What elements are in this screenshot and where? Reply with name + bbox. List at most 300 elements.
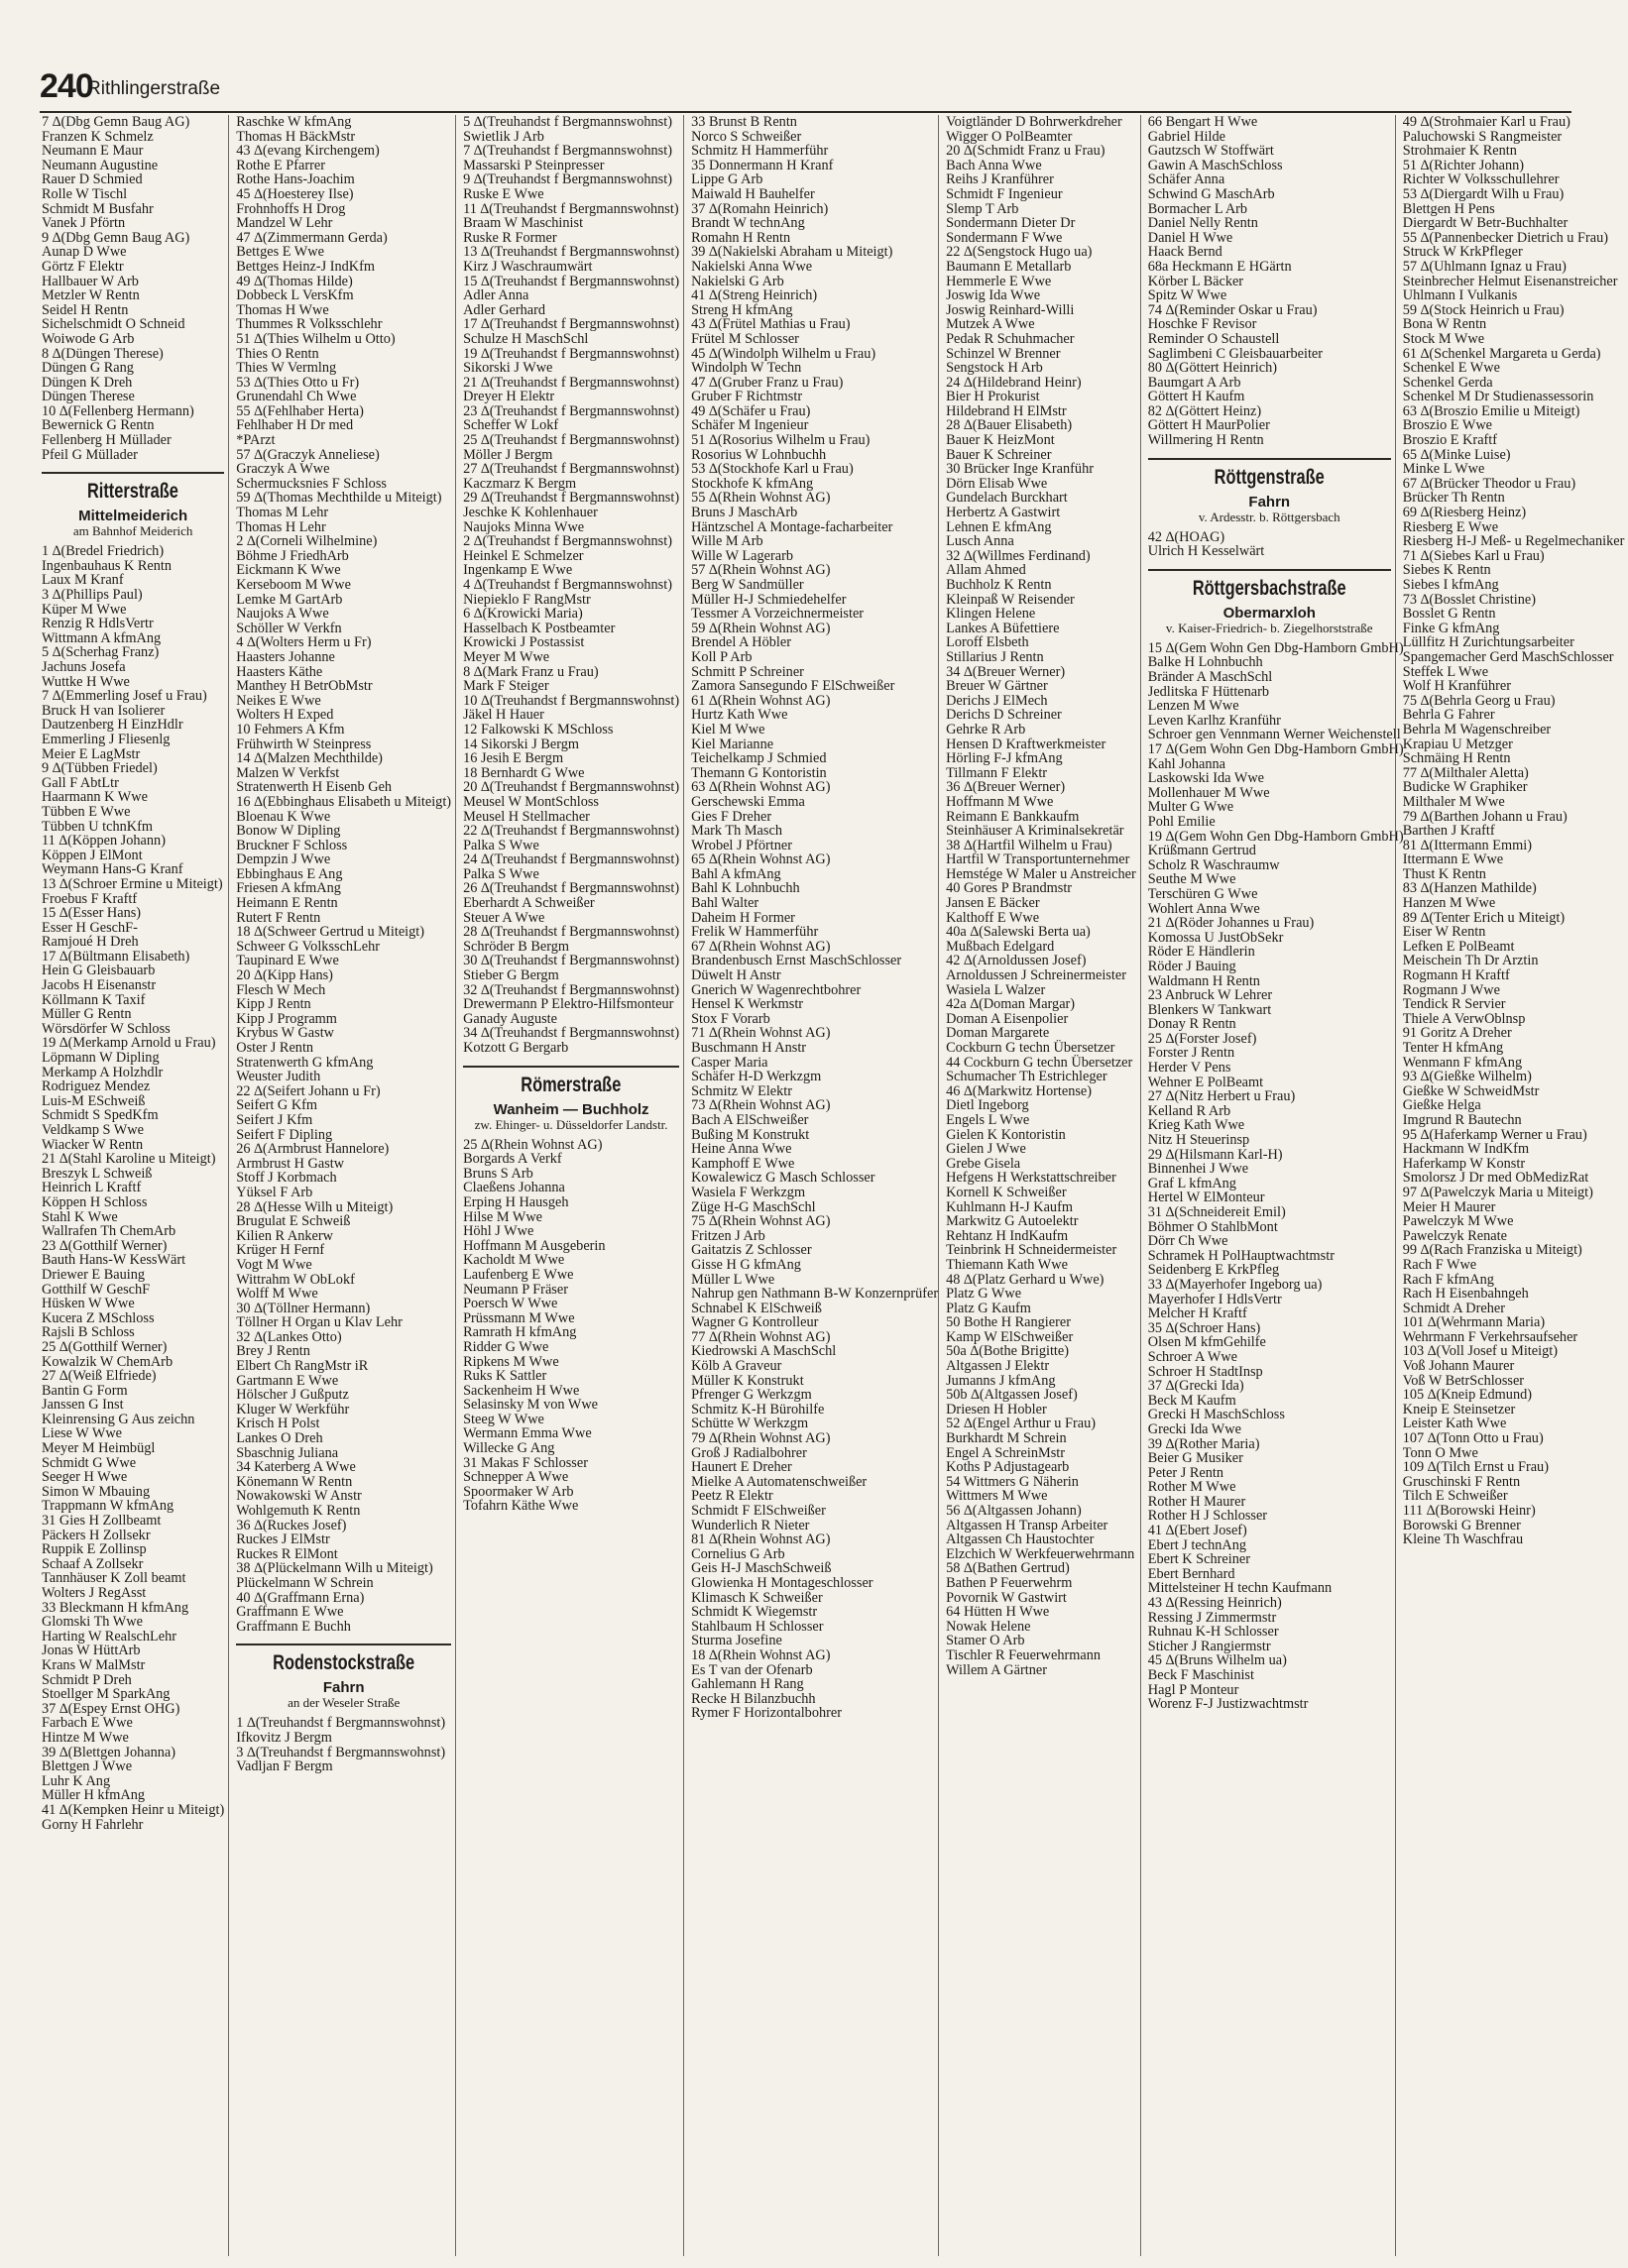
directory-entry: 65 ∆(Minke Luise) [1402,446,1511,463]
directory-entry: Schenkel M Dr Studienassessorin [1402,389,1594,405]
directory-entry: Kuhlmann H-J Kaufm [946,1198,1073,1215]
directory-entry: Hensel K Werkmstr [691,996,804,1013]
directory-entry: Berg W Sandmüller [691,577,804,593]
directory-entry: Komossa U JustObSekr [1147,929,1284,946]
directory-entry: Ruske E Wwe [463,185,544,202]
directory-entry: Manthey H BetrObMstr [236,678,373,695]
directory-entry: 19 ∆(Gem Wohn Gen Dbg-Hamborn GmbH) [1147,828,1404,845]
directory-entry: 1 ∆(Treuhandst f Bergmannswohnst) [236,1715,446,1732]
directory-entry: Herbertz A Gastwirt [946,505,1061,521]
column-7 [1395,115,1628,2256]
directory-entry: Bahl K Lohnbuchh [691,880,800,897]
directory-entry: Schmäing H Rentn [1402,750,1511,767]
directory-entry: Wittrahm W ObLokf [236,1271,355,1288]
directory-entry: 109 ∆(Tilch Ernst u Frau) [1402,1459,1549,1476]
directory-entry: Wehner E PolBeamt [1147,1074,1264,1090]
directory-entry: 103 ∆(Voll Josef u Miteigt) [1402,1343,1558,1360]
district-name: Fahrn [1248,493,1291,510]
directory-entry: Heine Anna Wwe [691,1141,792,1158]
directory-entry: Scholz R Waschraumw [1147,856,1280,873]
directory-entry: Kotzott G Bergarb [463,1040,569,1056]
directory-entry: Brugulat E Schweiß [236,1213,351,1230]
directory-entry: Müller G Rentn [42,1006,132,1023]
directory-entry: Tonn O Mwe [1402,1444,1478,1461]
directory-entry: Kowalewicz G Masch Schlosser [691,1170,875,1187]
directory-entry: 61 ∆(Schenkel Margareta u Gerda) [1402,345,1601,362]
directory-entry: Voß W BetrSchlosser [1402,1372,1525,1389]
directory-entry: Rogmann H Kraftf [1402,967,1510,984]
directory-entry: Bathen P Feuerwehrm [946,1574,1073,1591]
directory-entry: Gießke Helga [1402,1097,1481,1114]
directory-entry: Stratenwerth H Eisenb Geh [236,779,393,796]
directory-entry: Baumgart A Arb [1147,374,1241,391]
directory-entry: Taupinard E Wwe [236,953,339,969]
directory-entry: Hüsken W Wwe [42,1296,135,1312]
directory-entry: 75 ∆(Behrla Georg u Frau) [1402,692,1556,709]
directory-entry: Raschke W kfmAng [236,114,352,130]
directory-entry: 5 ∆(Scherhag Franz) [42,644,160,661]
directory-entry: Schmidt G Wwe [42,1454,137,1471]
directory-entry: Mußbach Edelgard [946,938,1055,955]
directory-entry: Schramek H PolHauptwachtmstr [1147,1247,1335,1264]
directory-entry: Uhlmann I Vulkanis [1402,287,1518,304]
directory-entry: 43 ∆(evang Kirchengem) [236,143,380,160]
directory-entry: Päckers H Zollsekr [42,1527,151,1543]
directory-entry: 31 ∆(Schneidereit Emil) [1147,1204,1286,1220]
column-6 [1140,114,1404,2256]
directory-entry: 53 ∆(Diergardt Wilh u Frau) [1402,185,1565,202]
directory-entry: Bruckner F Schloss [236,837,348,853]
directory-entry: Schroer H StadtInsp [1147,1363,1263,1380]
directory-entry: Bahl Walter [691,895,759,912]
directory-entry: Kaczmarz K Bergm [463,475,577,492]
directory-entry: 41 ∆(Kempken Heinr u Miteigt) [42,1801,225,1818]
directory-entry: Beck M Kaufm [1147,1392,1236,1409]
directory-entry: Blettgen H Pens [1402,200,1495,217]
directory-entry: 89 ∆(Tenter Erich u Miteigt) [1402,909,1566,926]
directory-entry: Willem A Gärtner [946,1661,1047,1678]
directory-entry: Vadljan F Bergm [236,1758,333,1775]
directory-entry: Laux M Kranf [42,572,124,589]
directory-entry: Veldkamp S Wwe [42,1122,144,1138]
directory-entry: Seifert J Kfm [236,1111,313,1128]
directory-entry: 38 ∆(Plückelmann Wilh u Miteigt) [236,1560,433,1577]
directory-entry: 68a Heckmann E HGärtn [1147,258,1292,275]
directory-entry: Gies F Dreher [691,808,772,825]
district-name: Obermarxloh [1222,604,1316,622]
directory-entry: 10 Fehmers A Kfm [236,721,345,737]
directory-entry: Armbrust H Gastw [236,1155,345,1172]
directory-entry: Budicke W Graphiker [1402,779,1528,796]
directory-entry: Schenkel Gerda [1402,374,1493,391]
street-heading [1148,569,1391,601]
directory-entry: Thies W Vermlng [236,360,337,377]
directory-entry: Hemstége W Maler u Anstreicher [946,865,1136,882]
directory-entry: 73 ∆(Rhein Wohnst AG) [691,1097,831,1114]
directory-entry: 22 ∆(Seifert Johann u Fr) [236,1082,381,1099]
directory-entry: Ruhnau K-H Schlosser [1147,1624,1279,1641]
directory-entry: Düwelt H Anstr [691,967,781,984]
directory-entry: 4 ∆(Wolters Herm u Fr) [236,634,372,651]
directory-entry: 29 ∆(Treuhandst f Bergmannswohnst) [463,490,680,507]
directory-entry: Haasters Käthe [236,663,323,680]
directory-entry: 43 ∆(Ressing Heinrich) [1147,1595,1282,1612]
directory-entry: Schmidt F Ingenieur [946,185,1063,202]
directory-entry: Aunap D Wwe [42,244,127,261]
directory-entry: Recke H Bilanzbuchh [691,1690,816,1707]
directory-entry: Krieg Kath Wwe [1147,1117,1245,1134]
directory-entry: Gautzsch W Stoffwärt [1147,143,1274,160]
directory-entry: 59 ∆(Thomas Mechthilde u Miteigt) [236,490,442,507]
directory-entry: Görtz F Elektr [42,258,124,275]
directory-entry: Weuster Judith [236,1069,321,1085]
directory-entry: 31 Makas F Schlosser [463,1454,588,1471]
directory-entry: Rosorius W Lohnbuchh [691,446,827,463]
directory-entry: 49 ∆(Schäfer u Frau) [691,402,811,419]
directory-entry: Kneip E Steinsetzer [1402,1401,1516,1418]
directory-entry: Meyer M Heimbügl [42,1440,156,1457]
directory-entry: Grunendahl Ch Wwe [236,389,357,405]
directory-entry: Herder V Pens [1147,1060,1231,1077]
directory-entry: Nakielski Anna Wwe [691,258,813,275]
directory-entry: 7 ∆(Treuhandst f Bergmannswohnst) [463,143,672,160]
directory-entry: Ifkovitz J Bergm [236,1729,332,1746]
directory-entry: Thomas H Lehr [236,518,326,535]
directory-entry: Imgrund R Bautechn [1402,1111,1522,1128]
directory-entry: Doman A Eisenpolier [946,1010,1069,1027]
directory-entry: Kahl Johanna [1147,755,1225,772]
directory-entry: Grecki H MaschSchloss [1147,1407,1285,1423]
directory-entry: Selasinsky M von Wwe [463,1397,599,1414]
directory-entry: 83 ∆(Hanzen Mathilde) [1402,880,1537,897]
directory-entry: Steeg W Wwe [463,1411,544,1427]
directory-entry: Schumacher Th Estrichleger [946,1069,1107,1085]
directory-entry: Ittermann E Wwe [1402,851,1504,868]
column-1 [40,115,228,2256]
directory-entry: Eberhardt A Schweißer [463,895,595,912]
directory-entry: 18 Bernhardt G Wwe [463,764,585,781]
directory-entry: Koll P Arb [691,648,753,665]
directory-entry: Schinzel W Brenner [946,345,1061,362]
directory-entry: Pawelczyk Renate [1402,1227,1507,1244]
directory-entry: 42a ∆(Doman Margar) [946,996,1076,1013]
directory-entry: Meyer M Wwe [463,648,550,665]
directory-entry: Lusch Anna [946,533,1014,550]
directory-entry: Olsen M kfmGehilfe [1147,1334,1266,1351]
directory-entry: Buchholz K Rentn [946,577,1052,593]
directory-entry: Esser H GeschF- [42,919,138,936]
directory-entry: Bauer K HeizMont [946,432,1055,449]
directory-entry: 17 ∆(Gem Wohn Gen Dbg-Hamborn GmbH) [1147,741,1404,757]
directory-entry: Bahl A kfmAng [691,865,781,882]
directory-entry: Grebe Gisela [946,1155,1021,1172]
directory-entry: Spitz W Wwe [1147,287,1227,304]
directory-entry: 81 ∆(Ittermann Emmi) [1402,837,1532,853]
directory-entry: Lankes O Dreh [236,1430,323,1447]
directory-entry: Hemmerle E Wwe [946,273,1052,289]
directory-entry: Seifert G Kfm [236,1097,318,1114]
directory-entry: Heinrich L Kraftf [42,1180,142,1196]
directory-entry: Ingenkamp E Wwe [463,562,573,579]
directory-entry: Hackmann W IndKfm [1402,1141,1530,1158]
directory-entry: Wallrafen Th ChemArb [42,1223,176,1240]
directory-entry: 9 ∆(Dbg Gemn Baug AG) [42,229,190,246]
directory-entry: 67 ∆(Rhein Wohnst AG) [691,938,831,955]
directory-entry: Ebbinghaus E Ang [236,865,343,882]
directory-entry: Tischler R Feuerwehrmann [946,1646,1102,1663]
directory-entry: Ruckes R ElMont [236,1545,338,1562]
directory-entry: 21 ∆(Stahl Karoline u Miteigt) [42,1151,216,1168]
column-3 [455,115,683,2256]
directory-entry: Thummes R Volksschlehr [236,316,383,333]
directory-entry: Klingen Helene [946,606,1036,623]
directory-entry: Blenkers W Tankwart [1147,1001,1272,1018]
directory-entry: Laskowski Ida Wwe [1147,770,1265,787]
directory-entry: 23 ∆(Treuhandst f Bergmannswohnst) [463,402,680,419]
directory-entry: 55 ∆(Pannenbecker Dietrich u Frau) [1402,229,1608,246]
directory-entry: Adler Anna [463,287,529,304]
directory-entry: Altgassen H Transp Arbeiter [946,1517,1108,1533]
street-location-note: am Bahnhof Meiderich [72,523,193,539]
directory-entry: 97 ∆(Pawelczyk Maria u Miteigt) [1402,1184,1593,1200]
directory-entry: Heimann E Rentn [236,895,338,912]
directory-entry: Schmidt S SpedKfm [42,1107,159,1124]
directory-entry: Ulrich H Kesselwärt [1147,543,1265,560]
directory-entry: 25 ∆(Forster Josef) [1147,1030,1257,1047]
directory-entry: 93 ∆(Gießke Wilhelm) [1402,1069,1532,1085]
directory-entry: Tübben E Wwe [42,803,131,820]
directory-entry: Thomas M Lehr [236,505,329,521]
directory-entry: 45 ∆(Hoesterey Ilse) [236,185,354,202]
directory-entry: 9 ∆(Treuhandst f Bergmannswohnst) [463,171,672,188]
column-4 [683,115,938,2256]
directory-entry: Müller H-J Schmiedehelfer [691,591,847,608]
directory-entry: Vogt M Wwe [236,1256,312,1273]
directory-entry: Driewer E Bauing [42,1266,146,1283]
directory-entry: 42 ∆(Arnoldussen Josef) [946,953,1087,969]
directory-entry: Rach F kfmAng [1402,1271,1494,1288]
street-location-note: v. Ardesstr. b. Röttgersbach [1198,509,1340,524]
directory-entry: Brandt W technAng [691,215,805,232]
directory-entry: Kiedrowski A MaschSchl [691,1343,837,1360]
directory-entry: Dobbeck L VersKfm [236,287,354,304]
directory-entry: Burkhardt M Schrein [946,1430,1067,1447]
directory-entry: 57 ∆(Uhlmann Ignaz u Frau) [1402,258,1567,275]
directory-entry: Peter J Rentn [1147,1464,1223,1481]
directory-entry: Glowienka H Montageschlosser [691,1574,873,1591]
directory-entry: 53 ∆(Thies Otto u Fr) [236,374,360,391]
directory-entry: Möller J Bergm [463,446,553,463]
directory-entry: 40a ∆(Salewski Berta ua) [946,924,1091,941]
directory-entry: 67 ∆(Brücker Theodor u Frau) [1402,475,1576,492]
directory-entry: Daheim H Former [691,909,795,926]
directory-entry: Neumann E Maur [42,143,144,160]
directory-entry: Meischein Th Dr Arztin [1402,953,1539,969]
directory-entry: Stieber G Bergm [463,967,559,984]
directory-entry: Küper M Wwe [42,601,127,618]
directory-entry: Steinbrecher Helmut Eisenanstreicher [1402,273,1618,289]
directory-entry: 35 Donnermann H Kranf [691,157,834,173]
directory-entry: Arnoldussen J Schreinermeister [946,967,1126,984]
directory-entry: 40 Gores P Brandmstr [946,880,1073,897]
directory-entry: 33 Brunst B Rentn [691,114,797,130]
directory-entry: Bauth Hans-W KessWärt [42,1252,186,1269]
directory-entry: Haack Bernd [1147,244,1222,261]
directory-entry: 91 Goritz A Dreher [1402,1025,1512,1042]
directory-entry: Broszio E Wwe [1402,417,1493,434]
directory-entry: Stox F Vorarb [691,1010,770,1027]
directory-entry: Franzen K Schmelz [42,128,154,145]
directory-entry: Joswig Ida Wwe [946,287,1041,304]
directory-entry: Wohlgemuth K Rentn [236,1503,361,1519]
directory-entry: 69 ∆(Riesberg Heinz) [1402,505,1527,521]
directory-entry: Ebert J technAng [1147,1536,1247,1553]
directory-entry: Hilse M Wwe [463,1208,543,1225]
directory-entry: 42 ∆(HOAG) [1147,528,1225,545]
directory-entry: Krisch H Polst [236,1416,320,1432]
directory-entry: Göttert H Kaufm [1147,389,1245,405]
directory-entry: 1 ∆(Bredel Friedrich) [42,543,165,560]
directory-entry: Rolle W Tischl [42,185,128,202]
directory-entry: Swietlik J Arb [463,128,544,145]
directory-entry: Bußing M Konstrukt [691,1126,810,1143]
directory-entry: 41 ∆(Ebert Josef) [1147,1523,1247,1539]
directory-entry: Gerschewski Emma [691,793,805,810]
directory-entry: 11 ∆(Treuhandst f Bergmannswohnst) [463,200,679,217]
directory-entry: Streng H kfmAng [691,301,793,318]
directory-entry: Wehrmann F Verkehrsaufseher [1402,1328,1578,1345]
directory-entry: 23 Anbruck W Lehrer [1147,987,1273,1004]
directory-entry: Forster J Rentn [1147,1045,1235,1062]
directory-entry: Windolph W Techn [691,360,802,377]
directory-entry: 50 Bothe H Rangierer [946,1314,1071,1331]
directory-entry: Rothe E Pfarrer [236,157,325,173]
directory-entry: 49 ∆(Thomas Hilde) [236,273,353,289]
directory-entry: Bränder A MaschSchl [1147,669,1273,686]
directory-entry: Rach F Wwe [1402,1256,1477,1273]
directory-entry: 37 ∆(Romahn Heinrich) [691,200,829,217]
directory-entry: 14 ∆(Malzen Mechthilde) [236,750,383,767]
directory-entry: Voß Johann Maurer [1402,1358,1515,1375]
directory-entry: Meusel H Stellmacher [463,808,590,825]
directory-entry: 23 ∆(Gotthilf Werner) [42,1237,168,1254]
directory-entry: Kleinrensing G Aus zeichn [42,1411,195,1427]
directory-entry: Brendel A Höbler [691,634,791,651]
directory-entry: Köllmann K Taxif [42,991,146,1008]
directory-entry: Nitz H Steuerinsp [1147,1132,1250,1149]
directory-entry: Böhme J FriedhArb [236,547,349,564]
directory-entry: Tilch E Schweißer [1402,1488,1508,1505]
directory-entry: Markwitz G Autoelektr [946,1213,1079,1230]
directory-entry: Reihs J Kranführer [946,171,1054,188]
directory-entry: Bruns J MaschArb [691,505,798,521]
directory-entry: 36 ∆(Ruckes Josef) [236,1517,347,1533]
street-heading [1148,458,1391,490]
directory-entry: Kilien R Ankerw [236,1227,333,1244]
directory-entry: Mayerhofer I HdlsVertr [1147,1291,1282,1307]
directory-entry: Struck W KrkPfleger [1402,244,1523,261]
directory-entry: 22 ∆(Treuhandst f Bergmannswohnst) [463,823,680,840]
directory-entry: Erping H Hausgeh [463,1193,569,1210]
directory-entry: Düngen K Dreh [42,374,133,391]
directory-entry: Gabriel Hilde [1147,128,1225,145]
directory-entry: Hein G Gleisbauarb [42,963,156,979]
street-heading [236,1644,451,1675]
directory-entry: Sticher J Rangiermstr [1147,1638,1271,1654]
directory-entry: Wenmann F kfmAng [1402,1054,1523,1071]
directory-entry: Strohmaier K Rentn [1402,143,1517,160]
directory-entry: 9 ∆(Tübben Friedel) [42,760,158,777]
directory-entry: 7 ∆(Emmerling Josef u Frau) [42,688,207,705]
directory-entry: Wigger O PolBeamter [946,128,1073,145]
directory-entry: Schermucksnies F Schloss [236,475,387,492]
directory-entry: 10 ∆(Fellenberg Hermann) [42,402,194,419]
directory-entry: 12 Falkowski K MSchloss [463,721,614,737]
directory-entry: 20 ∆(Treuhandst f Bergmannswohnst) [463,779,680,796]
directory-entry: Bonow W Dipling [236,823,341,840]
directory-entry: Jansen E Bäcker [946,895,1040,912]
directory-entry: 39 ∆(Rother Maria) [1147,1435,1260,1452]
directory-entry: 79 ∆(Rhein Wohnst AG) [691,1430,831,1447]
directory-entry: Bona W Rentn [1402,316,1487,333]
directory-entry: Meier H Maurer [1402,1198,1496,1215]
directory-entry: Rutert F Rentn [236,909,321,926]
directory-entry: Loroff Elsbeth [946,634,1029,651]
directory-entry: Kamp W ElSchweißer [946,1328,1074,1345]
directory-entry: Graffmann E Wwe [236,1604,344,1621]
directory-entry: Wolters J RegAsst [42,1585,147,1601]
directory-entry: 2 ∆(Treuhandst f Bergmannswohnst) [463,533,672,550]
directory-entry: Slemp T Arb [946,200,1019,217]
directory-entry: Allam Ahmed [946,562,1026,579]
directory-entry: Löpmann W Dipling [42,1050,160,1067]
directory-entry: Kleinpaß W Reisender [946,591,1075,608]
directory-entry: Hanzen M Wwe [1402,895,1496,912]
directory-entry: Kipp J Programm [236,1010,337,1027]
directory-entry: Graczyk A Wwe [236,461,330,478]
directory-entry: Lippe G Arb [691,171,763,188]
directory-entry: Mutzek A Wwe [946,316,1035,333]
directory-entry: 26 ∆(Armbrust Hannelore) [236,1141,390,1158]
directory-entry: 2 ∆(Corneli Wilhelmine) [236,533,378,550]
directory-entry: Sondermann Dieter Dr [946,215,1076,232]
directory-entry: Mark Th Masch [691,823,782,840]
directory-entry: 44 Cockburn G techn Übersetzer [946,1054,1133,1071]
directory-entry: Borowski G Brenner [1402,1517,1521,1533]
directory-entry: Renzig R HdlsVertr [42,616,154,632]
directory-entry: Diergardt W Betr-Buchhalter [1402,215,1569,232]
directory-entry: Graffmann E Buchh [236,1618,351,1635]
directory-entry: Poersch W Wwe [463,1296,558,1312]
directory-entry: 74 ∆(Reminder Oskar u Frau) [1147,301,1318,318]
directory-entry: Hefgens H Werkstattschreiber [946,1170,1116,1187]
street-heading [463,1066,679,1097]
directory-entry: Barthen J Kraftf [1402,823,1495,840]
directory-entry: Kalthoff E Wwe [946,909,1040,926]
directory-entry: Thomas H BäckMstr [236,128,356,145]
directory-entry: Krans W MalMstr [42,1656,146,1673]
directory-entry: 5 ∆(Treuhandst f Bergmannswohnst) [463,114,672,130]
directory-entry: Schmidt M Busfahr [42,200,154,217]
directory-entry: Wiacker W Rentn [42,1136,144,1153]
directory-entry: 15 ∆(Treuhandst f Bergmannswohnst) [463,273,680,289]
directory-entry: Elzchich W Werkfeuerwehrmann [946,1545,1135,1562]
directory-entry: Adler Gerhard [463,301,546,318]
directory-entry: Glomski Th Wwe [42,1614,143,1631]
directory-entry: Jumanns J kfmAng [946,1372,1056,1389]
directory-entry: Brücker Th Rentn [1402,490,1505,507]
directory-entry: Pohl Emilie [1147,813,1216,830]
